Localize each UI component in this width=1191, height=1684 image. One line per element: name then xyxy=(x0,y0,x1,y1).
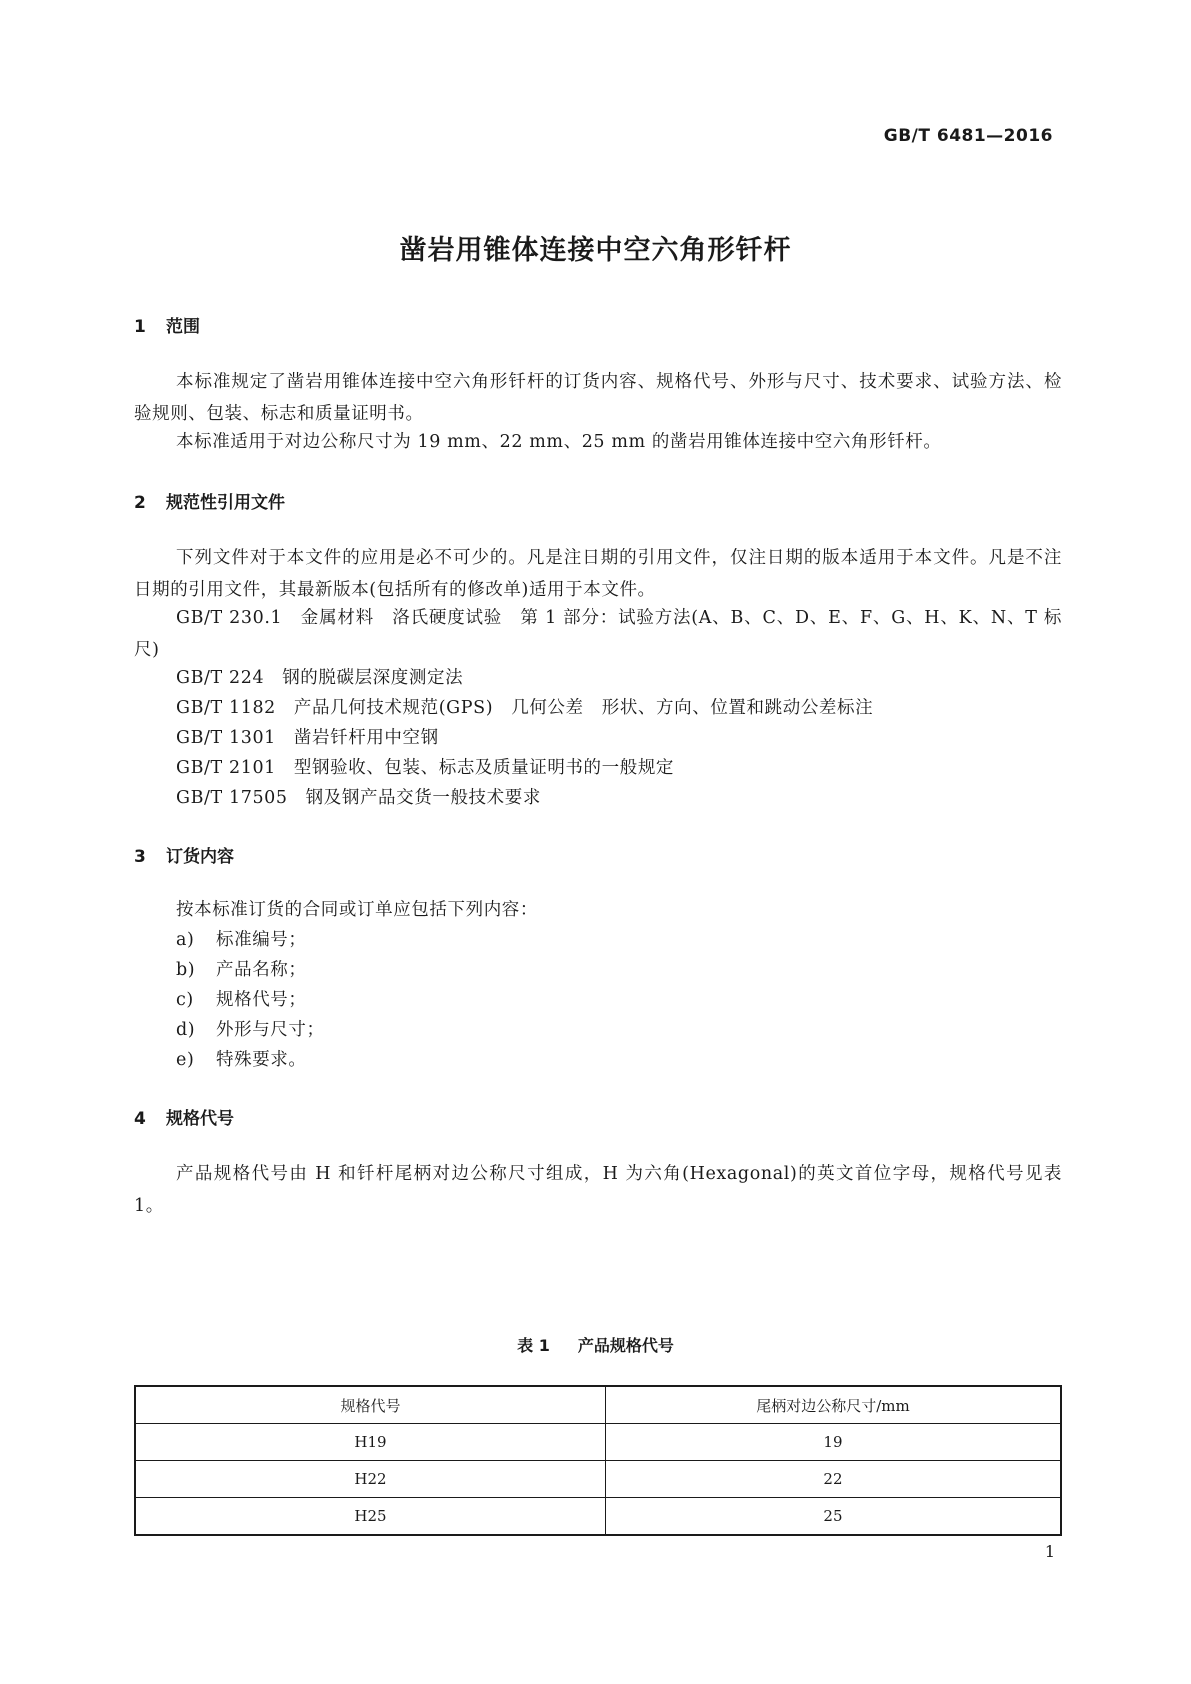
spec-code-table xyxy=(134,1385,1062,1536)
ordering-intro: 按本标准订货的合同或订单应包括下列内容： xyxy=(176,900,538,920)
table-header-cell: 尾柄对边公称尺寸/mm xyxy=(605,1386,1061,1424)
item-letter: b) xyxy=(176,960,196,980)
reference-code: GB/T 224 xyxy=(176,668,265,688)
item-text: 外形与尺寸； xyxy=(216,1020,325,1040)
item-letter: d) xyxy=(176,1020,196,1040)
item-text: 产品名称； xyxy=(216,960,307,980)
reference-item-gbt2301: GB/T 230.1 金属材料 洛氏硬度试验 第 1 部分：试验方法(A、B、C、D、E、F、G、H、K、N、T 标尺) xyxy=(134,608,1062,660)
spec-paragraph: 产品规格代号由 H 和钎杆尾柄对边公称尺寸组成，H 为六角(Hexagonal)的英文首位字母，规格代号见表 1。 xyxy=(134,1164,1062,1216)
table-label: 表 1 xyxy=(517,1336,550,1355)
section-number: 3 xyxy=(134,847,146,867)
scope-paragraph-1: 本标准规定了凿岩用锥体连接中空六角形钎杆的订货内容、规格代号、外形与尺寸、技术要求、试验方法、检验规则、包装、标志和质量证明书。 xyxy=(134,372,1062,424)
table-cell: 25 xyxy=(605,1498,1061,1536)
table-header-row xyxy=(135,1386,1061,1424)
ordering-item xyxy=(176,986,307,1011)
reference-name: 型钢验收、包装、标志及质量证明书的一般规定 xyxy=(293,758,675,778)
item-letter: a) xyxy=(176,930,195,950)
table-cell: 19 xyxy=(605,1424,1061,1461)
reference-item xyxy=(176,754,674,779)
table-caption xyxy=(0,1333,1191,1356)
ordering-item xyxy=(176,1016,325,1041)
item-text: 标准编号； xyxy=(216,930,307,950)
section-heading-scope xyxy=(134,312,200,337)
section-number: 2 xyxy=(134,493,146,513)
reference-item xyxy=(176,724,439,749)
table-cell: H22 xyxy=(135,1461,605,1498)
table-title: 产品规格代号 xyxy=(577,1336,674,1355)
reference-code: GB/T 17505 xyxy=(176,788,288,808)
section-number: 1 xyxy=(134,317,146,337)
reference-name: 凿岩钎杆用中空钢 xyxy=(293,728,439,748)
ordering-item xyxy=(176,956,307,981)
table-header-cell: 规格代号 xyxy=(135,1386,605,1424)
reference-name: 钢及钢产品交货一般技术要求 xyxy=(305,788,541,808)
section-title: 规格代号 xyxy=(166,1109,234,1129)
reference-item xyxy=(176,664,463,689)
section-heading-spec xyxy=(134,1104,234,1129)
section-title: 范围 xyxy=(166,317,200,337)
scope-paragraph-2: 本标准适用于对边公称尺寸为 19 mm、22 mm、25 mm 的凿岩用锥体连接中空六角形钎杆。 xyxy=(176,432,942,452)
references-intro: 下列文件对于本文件的应用是必不可少的。凡是注日期的引用文件，仅注日期的版本适用于本文件。凡是不注日期的引用文件，其最新版本(包括所有的修改单)适用于本文件。 xyxy=(134,548,1062,600)
document-title: 凿岩用锥体连接中空六角形钎杆 xyxy=(399,235,792,266)
table-cell: H19 xyxy=(135,1424,605,1461)
section-number: 4 xyxy=(134,1109,146,1129)
reference-name: 钢的脱碳层深度测定法 xyxy=(282,668,464,688)
section-heading-references xyxy=(134,488,285,513)
reference-code: GB/T 1182 xyxy=(176,698,276,718)
item-letter: e) xyxy=(176,1050,195,1070)
section-title: 订货内容 xyxy=(166,847,234,867)
standard-code: GB/T 6481—2016 xyxy=(883,126,1053,146)
reference-code: GB/T 1301 xyxy=(176,728,276,748)
table-cell: H25 xyxy=(135,1498,605,1536)
reference-name: 产品几何技术规范(GPS) 几何公差 形状、方向、位置和跳动公差标注 xyxy=(293,698,874,718)
table-row xyxy=(135,1461,1061,1498)
section-title: 规范性引用文件 xyxy=(166,493,285,513)
item-text: 规格代号； xyxy=(216,990,307,1010)
reference-code: GB/T 2101 xyxy=(176,758,276,778)
item-text: 特殊要求。 xyxy=(216,1050,307,1070)
ordering-item xyxy=(176,1046,307,1071)
item-letter: c) xyxy=(176,990,194,1010)
table-cell: 22 xyxy=(605,1461,1061,1498)
section-heading-ordering xyxy=(134,842,234,867)
reference-item xyxy=(176,784,541,809)
reference-item xyxy=(176,694,873,719)
ordering-item xyxy=(176,926,307,951)
table-row xyxy=(135,1498,1061,1536)
table-row xyxy=(135,1424,1061,1461)
page-number: 1 xyxy=(1044,1542,1055,1561)
